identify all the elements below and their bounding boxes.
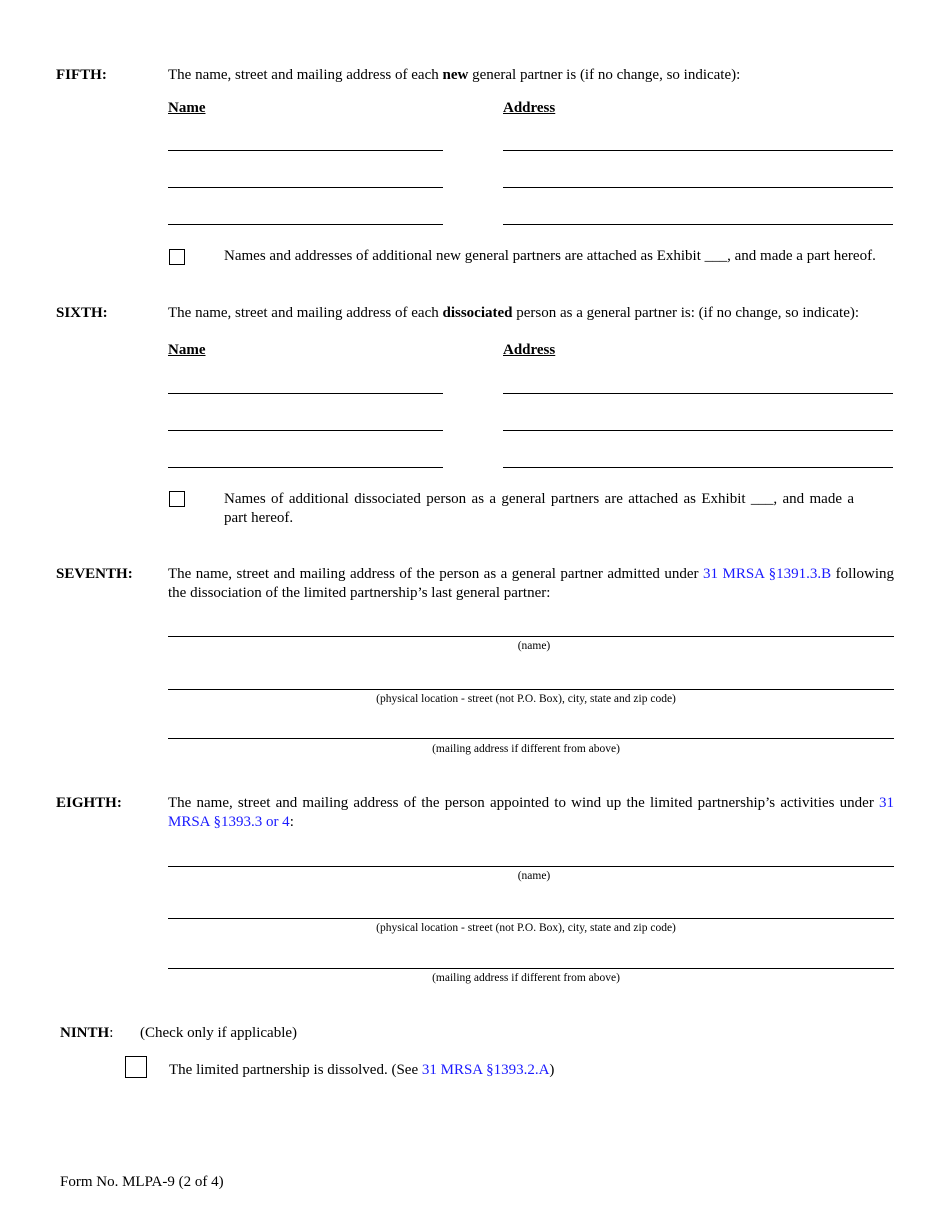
ninth-note: (Check only if applicable) [140,1025,298,1041]
fifth-label: FIFTH: [56,67,107,83]
seventh-text-pre: The name, street and mailing address of the person as a general partner admitted under [168,566,703,582]
sixth-address-line-1[interactable] [503,393,893,394]
sixth-exhibit-checkbox[interactable] [169,491,185,507]
sixth-name-line-2[interactable] [168,430,443,431]
fifth-address-line-1[interactable] [503,150,893,151]
seventh-text-post: following [831,566,894,582]
fifth-address-line-3[interactable] [503,224,893,225]
eighth-caption-physical: (physical location - street (not P.O. Box), city, state and zip code) [376,922,676,934]
ninth-text-pre: The limited partnership is dissolved. (See [169,1062,422,1078]
ninth-colon: : [109,1025,114,1041]
sixth-text-post: person as a general partner is: (if no change, so indicate): [512,305,860,321]
eighth-mailing-line[interactable] [168,968,894,969]
sixth-label: SIXTH: [56,305,108,321]
ninth-heading [60,1024,113,1043]
fifth-name-line-1[interactable] [168,150,443,151]
eighth-name-line[interactable] [168,866,894,867]
sixth-address-line-2[interactable] [503,430,893,431]
ninth-text-post: ) [549,1062,555,1078]
fifth-name-header: Name [168,100,206,116]
fifth-name-line-3[interactable] [168,224,443,225]
seventh-name-line[interactable] [168,636,894,637]
ninth-statute-link[interactable]: 31 MRSA §1393.2.A [421,1062,550,1078]
eighth-line-2 [168,813,894,832]
seventh-physical-line[interactable] [168,689,894,690]
eighth-text-pre: The name, street and mailing address of the person appointed to wind up the limited partnership’s activities under [168,795,879,811]
fifth-checkbox-text: Names and addresses of additional new general partners are attached as Exhibit ___, and made a part hereof. [224,248,876,264]
seventh-line-2: the dissociation of the limited partnership’s last general partner: [168,585,551,601]
fifth-exhibit-checkbox[interactable] [169,249,185,265]
eighth-instructions [168,794,894,832]
eighth-physical-line[interactable] [168,918,894,919]
seventh-instructions [168,565,894,603]
fifth-instructions [168,66,740,85]
seventh-caption-physical: (physical location - street (not P.O. Box), city, state and zip code) [376,693,676,705]
eighth-label: EIGHTH: [56,795,122,811]
seventh-caption-mailing: (mailing address if different from above) [432,743,620,755]
seventh-mailing-line[interactable] [168,738,894,739]
sixth-checkbox-text-line-2: part hereof. [224,510,294,526]
fifth-address-line-2[interactable] [503,187,893,188]
fifth-name-line-2[interactable] [168,187,443,188]
sixth-name-line-3[interactable] [168,467,443,468]
sixth-checkbox-text-line-1: Names of additional dissociated person as a general partners are attached as Exhibit ___, and made a [224,491,854,507]
form-number-footer: Form No. MLPA-9 (2 of 4) [60,1174,224,1190]
seventh-label: SEVENTH: [56,566,133,582]
ninth-label: NINTH [60,1025,110,1041]
sixth-name-line-1[interactable] [168,393,443,394]
eighth-text-post: : [289,814,294,830]
sixth-checkbox-text [224,490,854,528]
fifth-text-post: general partner is (if no change, so indicate): [468,67,741,83]
eighth-statute-link-part1[interactable]: 31 [879,795,894,811]
fifth-text-pre: The name, street and mailing address of each [168,67,443,83]
sixth-address-header: Address [503,342,556,358]
fifth-text-bold: new [442,67,469,83]
seventh-line-1 [168,565,894,584]
sixth-text-pre: The name, street and mailing address of each [168,305,443,321]
sixth-address-line-3[interactable] [503,467,893,468]
eighth-caption-name: (name) [517,870,551,882]
ninth-dissolved-text [169,1061,554,1080]
eighth-statute-link-part2[interactable]: MRSA §1393.3 or 4 [168,814,290,830]
seventh-caption-name: (name) [517,640,551,652]
sixth-text-bold: dissociated [442,305,513,321]
eighth-line-1 [168,794,894,813]
ninth-dissolved-checkbox[interactable] [125,1056,147,1078]
seventh-statute-link[interactable]: 31 MRSA §1391.3.B [703,566,832,582]
sixth-name-header: Name [168,342,206,358]
fifth-address-header: Address [503,100,556,116]
eighth-caption-mailing: (mailing address if different from above) [432,972,620,984]
sixth-instructions [168,304,859,323]
